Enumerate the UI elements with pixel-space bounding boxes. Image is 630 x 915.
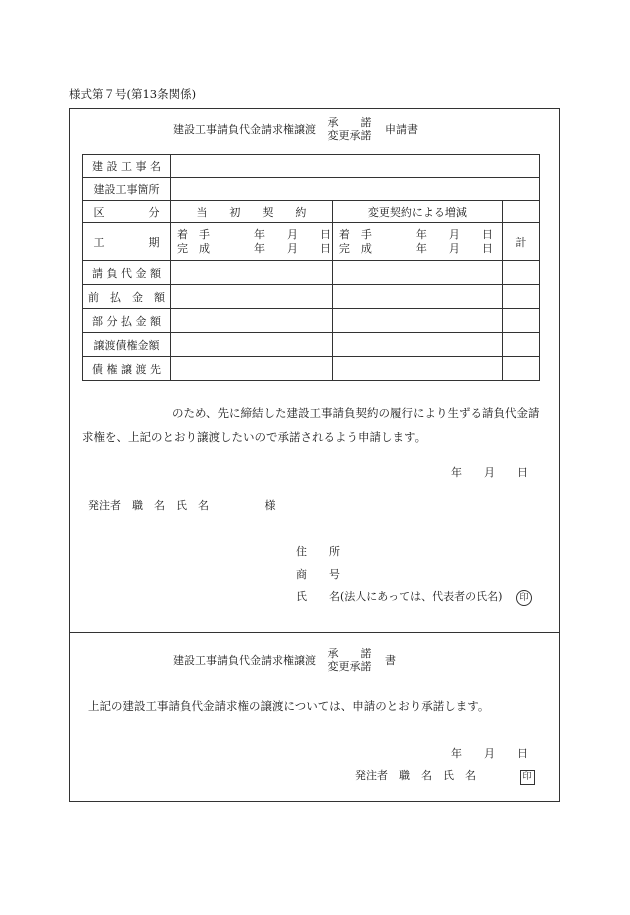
cell <box>502 357 539 381</box>
label-division: 区 分 <box>83 201 171 223</box>
period-change-cell <box>332 223 502 261</box>
cell <box>332 357 502 381</box>
label-construction-name: 建 設 工 事 名 <box>83 155 171 178</box>
title-option-approval: 承 諾 <box>327 116 372 129</box>
seal-box-icon: 印 <box>520 770 535 785</box>
label-transfer-claim-amount: 譲渡債権金額 <box>83 333 171 357</box>
application-table <box>82 154 540 381</box>
cell <box>171 285 333 309</box>
body-line-1: のため、先に締結した建設工事請負契約の履行により生ずる請負代金請 <box>172 406 540 420</box>
application-title-suffix: 申請書 <box>385 123 418 136</box>
approval-date: 年 月 日 <box>451 747 528 760</box>
cell <box>332 261 502 285</box>
cell <box>171 333 333 357</box>
form-number: 様式第７号(第13条関係) <box>69 87 197 101</box>
header-change-increase: 変更契約による増減 <box>332 201 502 223</box>
label-period: 工 期 <box>83 223 171 261</box>
label-contract-amount: 請 負 代 金 額 <box>83 261 171 285</box>
application-title-main: 建設工事請負代金請求権譲渡 <box>173 123 316 136</box>
label-partial-payment: 部 分 払 金 額 <box>83 309 171 333</box>
construction-location-field <box>171 178 540 201</box>
approval-title-main: 建設工事請負代金請求権譲渡 <box>173 654 316 667</box>
total-label: 計 <box>502 223 539 261</box>
body-line-2: 求権を、上記のとおり譲渡したいので承諾されるよう申請します。 <box>82 430 427 444</box>
cell <box>171 261 333 285</box>
orderer-label: 発注者 職 名 氏 名 <box>88 499 209 512</box>
application-date: 年 月 日 <box>451 466 528 479</box>
header-original-contract: 当 初 契 約 <box>171 201 333 223</box>
start-date-line: 着 手 年 月 日 <box>177 227 331 241</box>
cell <box>171 309 333 333</box>
label-transferee: 債 権 譲 渡 先 <box>83 357 171 381</box>
title-option-change-approval: 変更承諾 <box>327 660 372 673</box>
header-blank <box>502 201 539 223</box>
cell <box>502 333 539 357</box>
cell <box>332 333 502 357</box>
applicant-name-label: 氏 名(法人にあっては、代表者の氏名) <box>296 590 503 603</box>
application-orderer <box>88 497 276 513</box>
title-option-approval: 承 諾 <box>327 647 372 660</box>
finish-date-line: 完 成 年 月 日 <box>177 241 331 255</box>
approval-orderer <box>355 767 535 785</box>
applicant-name-row <box>296 588 532 606</box>
period-original-cell <box>171 223 333 261</box>
cell <box>332 285 502 309</box>
application-title <box>173 116 418 142</box>
cell <box>502 309 539 333</box>
title-option-change-approval: 変更承諾 <box>327 129 372 142</box>
application-title-options <box>328 116 372 142</box>
label-advance-payment: 前 払 金 額 <box>83 285 171 309</box>
cell <box>171 357 333 381</box>
finish-date-line: 完 成 年 月 日 <box>338 241 493 255</box>
cell <box>502 261 539 285</box>
cell <box>502 285 539 309</box>
start-date-line: 着 手 年 月 日 <box>338 227 493 241</box>
address-label: 住 所 <box>296 545 340 558</box>
orderer-honorific: 様 <box>264 499 276 512</box>
label-construction-location: 建設工事箇所 <box>83 178 171 201</box>
approval-orderer-label: 発注者 職 名 氏 名 <box>355 769 476 782</box>
section-divider <box>69 632 560 633</box>
construction-name-field <box>171 155 540 178</box>
cell <box>332 309 502 333</box>
trade-name-label: 商 号 <box>296 568 340 581</box>
approval-title <box>173 647 396 673</box>
approval-body: 上記の建設工事請負代金請求権の譲渡については、申請のとおり承諾します。 <box>88 699 490 713</box>
seal-icon: 印 <box>516 590 532 606</box>
approval-title-options <box>328 647 372 673</box>
approval-title-suffix: 書 <box>385 654 396 667</box>
